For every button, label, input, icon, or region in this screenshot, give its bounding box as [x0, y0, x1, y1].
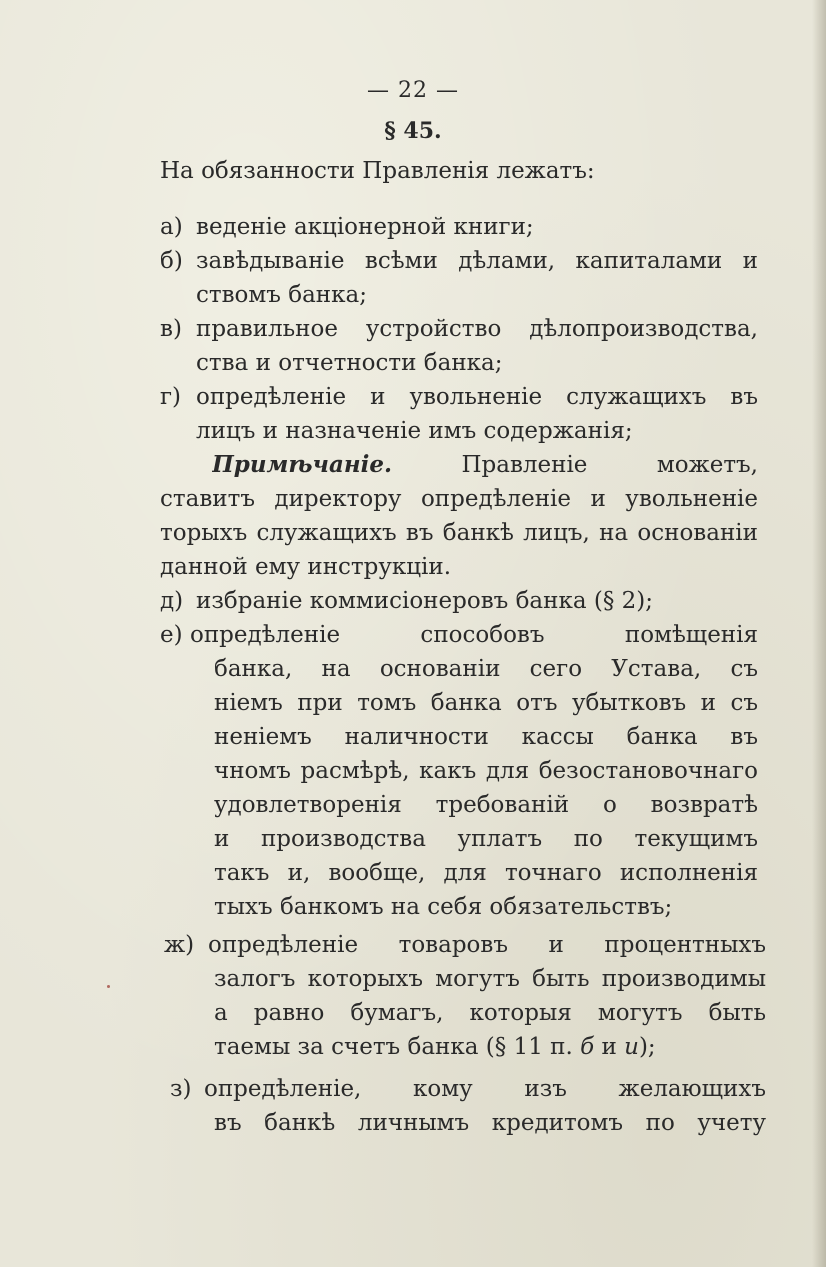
section-heading: § 45.	[384, 118, 442, 144]
item-b-line-1: завѣдываніе всѣми дѣлами, капиталами и	[196, 248, 758, 274]
item-e-line-7: и производства уплатъ по текущимъ	[214, 826, 758, 852]
intro-text: На обязанности Правленія лежатъ:	[160, 158, 595, 184]
item-e-line-3: ніемъ при томъ банка отъ убытковъ и съ	[214, 690, 758, 716]
item-g-line-1: опредѣленіе и увольненіе служащихъ въ	[196, 384, 758, 410]
item-marker-z: з)	[170, 1076, 192, 1102]
item-marker-e: е)	[160, 622, 183, 648]
item-d-line-1: избраніе коммисіонеровъ банка (§ 2);	[196, 588, 654, 614]
item-v-line-1: правильное устройство дѣлопроизводства,	[196, 316, 758, 342]
item-zh-ref-end: );	[638, 1034, 656, 1060]
item-e-line-2: банка, на основаніи сего Устава, съ	[214, 656, 758, 682]
item-marker-b: б)	[160, 248, 183, 274]
item-marker-d: д)	[160, 588, 184, 614]
item-zh-ref-and: и	[601, 1034, 617, 1060]
note-line-2: ставитъ директору опредѣленіе и увольненіе	[160, 486, 758, 512]
item-zh-line-1: опредѣленіе товаровъ и процентныхъ	[208, 932, 766, 958]
note-line-1	[212, 450, 758, 480]
item-e-line-1: опредѣленіе способовъ помѣщенія	[190, 622, 758, 648]
item-marker-a: а)	[160, 214, 183, 240]
item-b-line-2: ствомъ банка;	[196, 282, 367, 308]
note-first-line-rest: Правленіе можетъ,	[461, 452, 758, 478]
item-e-line-8: такъ и, вообще, для точнаго исполненія	[214, 860, 758, 886]
item-e-line-5: чномъ расмѣрѣ, какъ для безостановочнаго	[214, 758, 758, 784]
item-v-line-2: ства и отчетности банка;	[196, 350, 503, 376]
item-zh-line-2: залогъ которыхъ могутъ быть производимы	[214, 966, 766, 992]
item-zh-line-4	[214, 1032, 656, 1062]
item-zh-line-4-start: таемы за счетъ банка (§ 11 п.	[214, 1034, 573, 1060]
item-g-line-2: лицъ и назначеніе имъ содержанія;	[196, 418, 633, 444]
item-marker-zh: ж)	[164, 932, 195, 958]
item-a-line-1: веденіе акціонерной книги;	[196, 214, 534, 240]
note-label: Примѣчаніе.	[212, 451, 393, 478]
note-line-4: данной ему инструкціи.	[160, 554, 452, 580]
item-zh-ref-b: б	[580, 1034, 595, 1060]
ink-speck	[107, 985, 110, 988]
item-z-line-2: въ банкѣ личнымъ кредитомъ по учету	[214, 1110, 766, 1136]
item-marker-g: г)	[160, 384, 182, 410]
page-edge-shadow	[812, 0, 826, 1267]
note-line-3: торыхъ служащихъ въ банкѣ лицъ, на основаніи	[160, 520, 758, 546]
item-z-line-1: опредѣленіе, кому изъ желающихъ	[204, 1076, 766, 1102]
item-marker-v: в)	[160, 316, 182, 342]
item-e-line-9: тыхъ банкомъ на себя обязательствъ;	[214, 894, 673, 920]
item-zh-line-3: а равно бумагъ, которыя могутъ быть	[214, 1000, 766, 1026]
item-e-line-6: удовлетворенія требованій о возвратѣ	[214, 792, 758, 818]
item-zh-ref-i: и	[624, 1034, 639, 1060]
item-e-line-4: неніемъ наличности кассы банка въ	[214, 724, 758, 750]
page-number: — 22 —	[367, 78, 459, 103]
